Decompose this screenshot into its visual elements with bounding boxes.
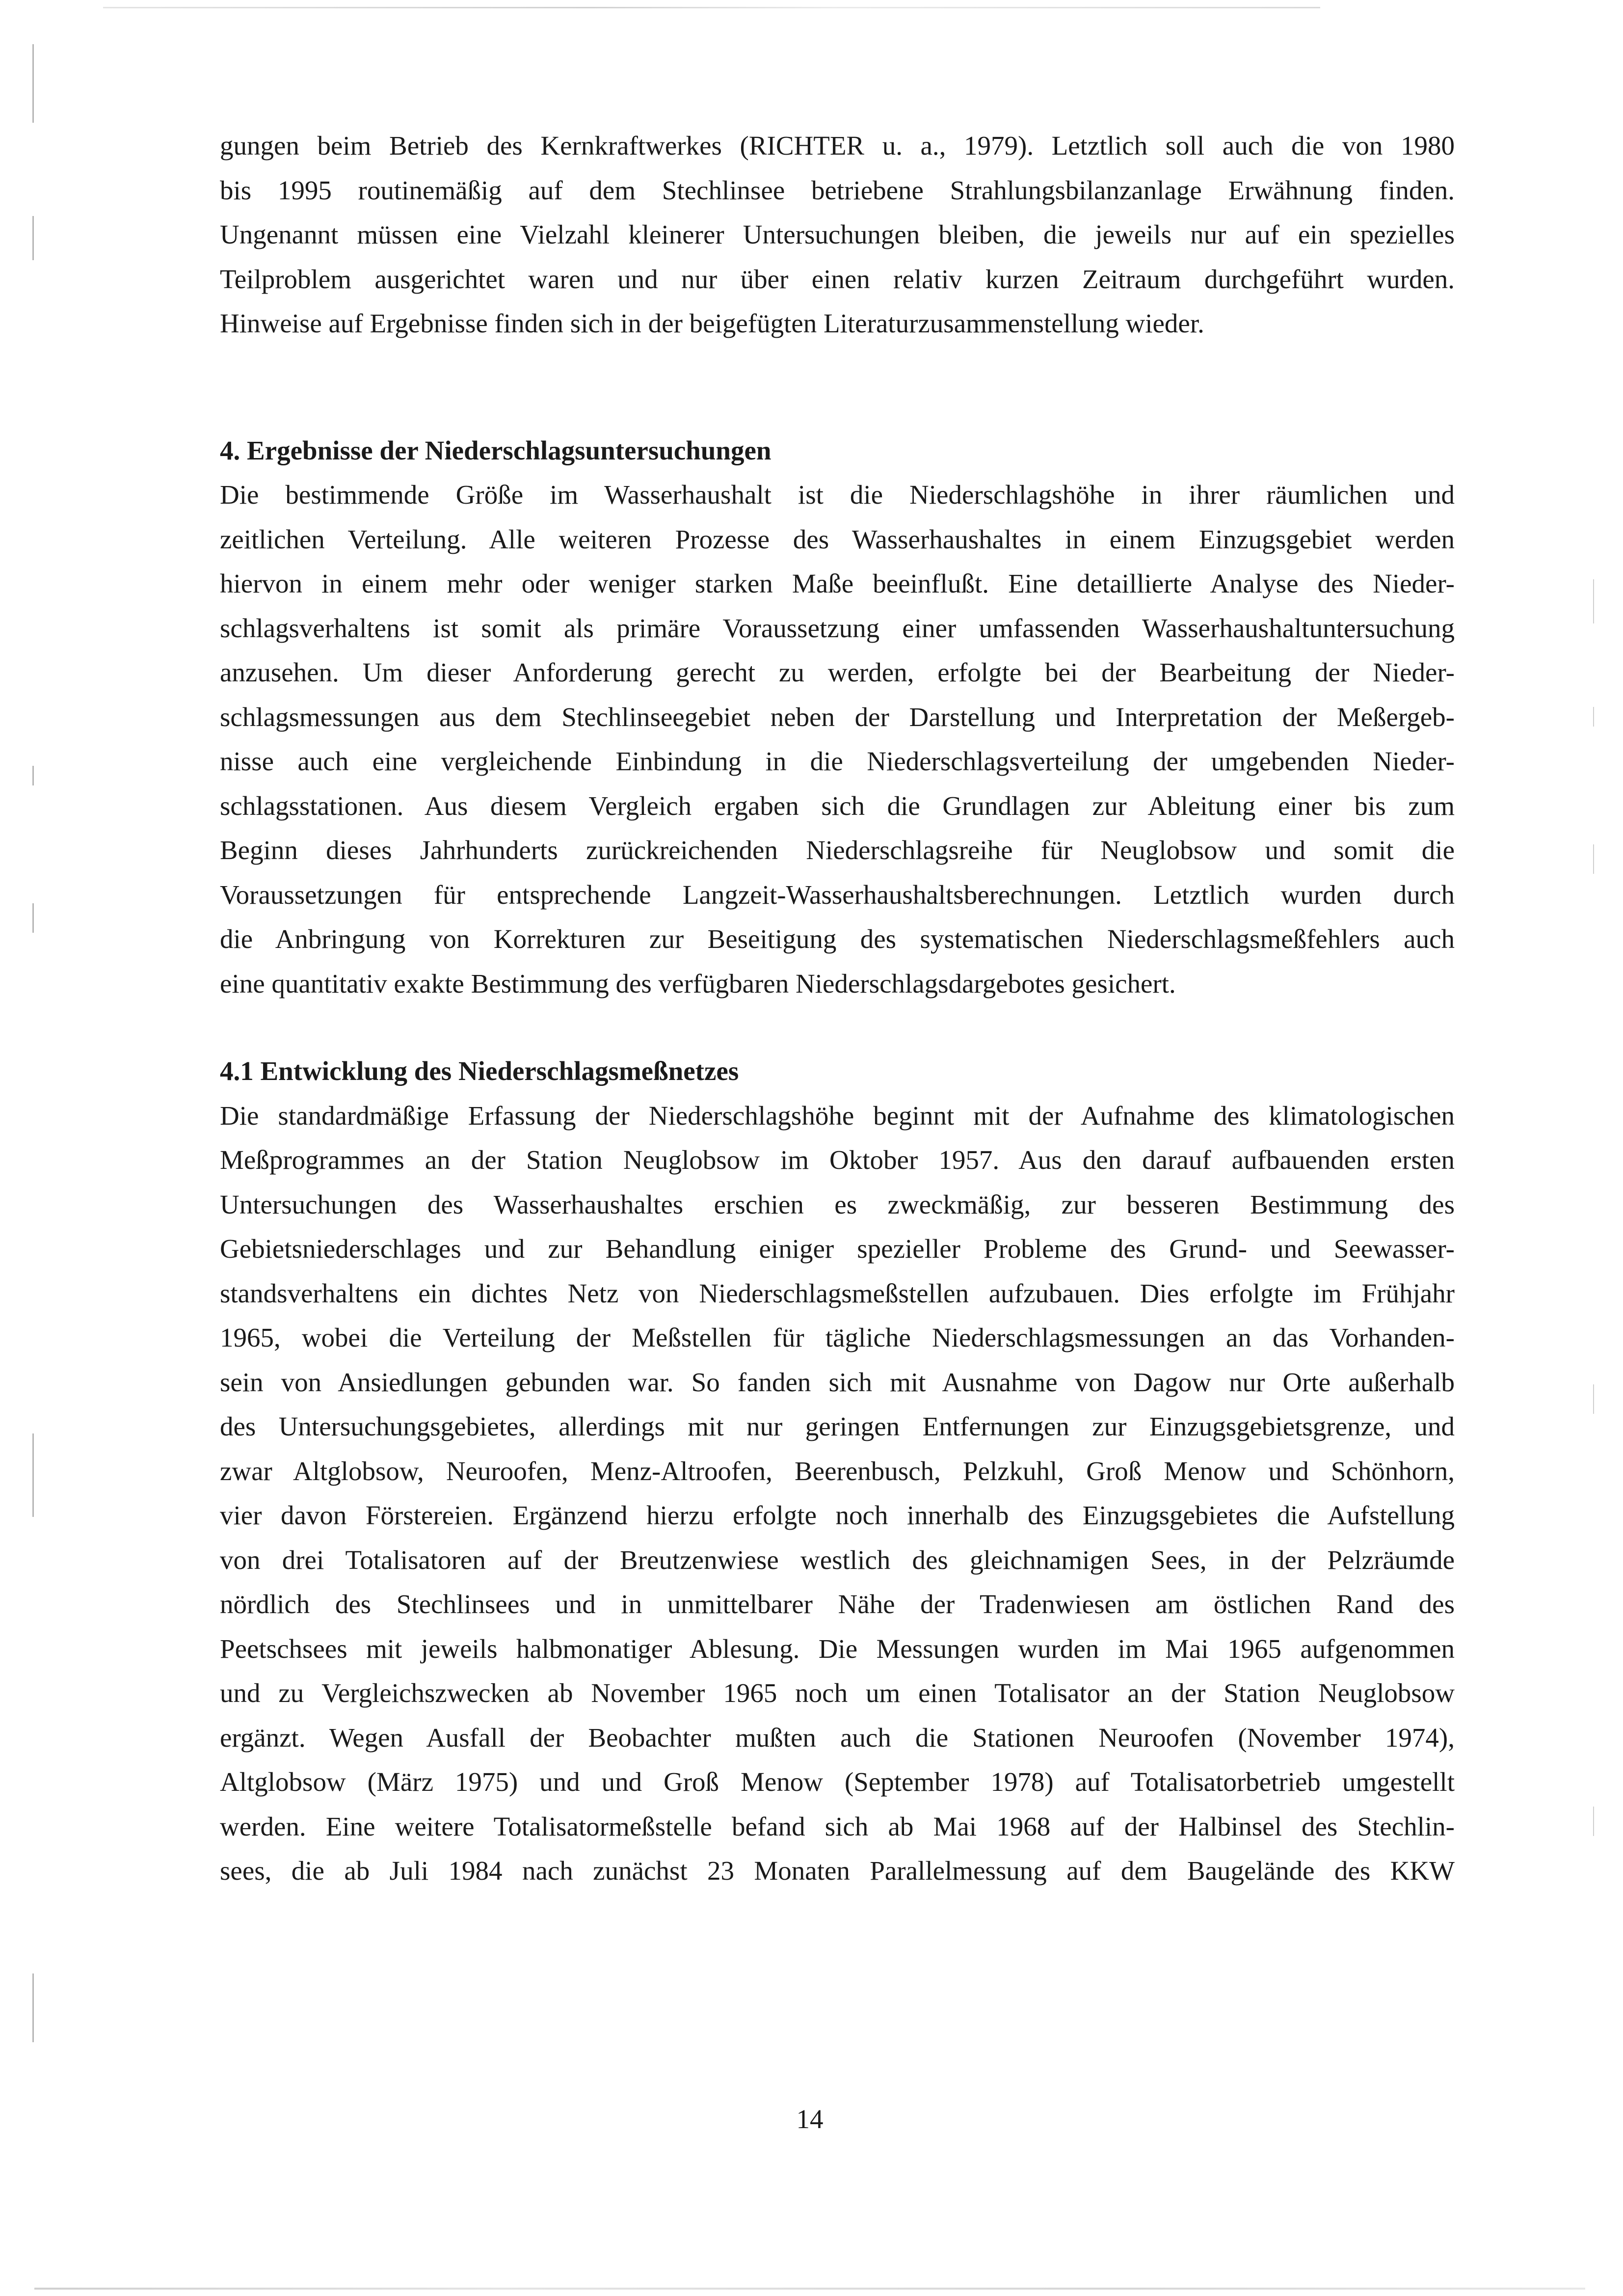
scan-artifact-left [32, 903, 34, 933]
text-line: Teilproblem ausgerichtet waren und nur über einen relativ kurzen Zeitraum durchgeführt wurden. [220, 264, 1455, 294]
text-line: Voraussetzungen für entsprechende Langzeit-Wasserhaushaltsberechnungen. Letztlich wurden durch [220, 879, 1455, 910]
section-heading: 4.1 Entwicklung des Niederschlagsmeßnetzes [220, 1056, 739, 1086]
text-line: die Anbringung von Korrekturen zur Beseitigung des systematischen Niederschlagsmeßfehlers auch [220, 924, 1455, 954]
text-line: Untersuchungen des Wasserhaushaltes erschien es zweckmäßig, zur besseren Bestimmung des [220, 1189, 1455, 1219]
text-line: schlagsstationen. Aus diesem Vergleich ergaben sich die Grundlagen zur Ableitung einer bis zum [220, 790, 1455, 821]
scan-artifact-left [32, 44, 34, 123]
scan-artifact-left [32, 216, 34, 260]
scan-artifact-left [32, 766, 34, 785]
scan-artifact-bottom [34, 2288, 1585, 2290]
section-4-1 [220, 1049, 1455, 1893]
text-line: 1965, wobei die Verteilung der Meßstellen für tägliche Niederschlagsmessungen an das Vorhanden- [220, 1323, 1455, 1352]
text-line: Peetschsees mit jeweils halbmonatiger Ablesung. Die Messungen wurden im Mai 1965 aufgenommen [220, 1633, 1455, 1664]
text-line: Beginn dieses Jahrhunderts zurückreichenden Niederschlagsreihe für Neuglobsow und somit die [220, 835, 1455, 865]
scan-artifact-left [32, 1433, 34, 1517]
text-line: von drei Totalisatoren auf der Breutzenwiese westlich des gleichnamigen Sees, in der Pelzräumde [220, 1544, 1455, 1575]
text-line: anzusehen. Um dieser Anforderung gerecht zu werden, erfolgte bei der Bearbeitung der Nieder- [220, 657, 1455, 687]
text-line: und zu Vergleichszwecken ab November 1965 noch um einen Totalisator an der Station Neuglobsow [220, 1678, 1455, 1708]
text-line: Ungenannt müssen eine Vielzahl kleinerer Untersuchungen bleiben, die jeweils nur auf ein spezielles [220, 219, 1455, 249]
scan-artifact-right [1593, 579, 1594, 623]
text-line: eine quantitativ exakte Bestimmung des verfügbaren Niederschlagsdargebotes gesichert. [220, 968, 1176, 999]
scan-artifact-left [32, 1973, 34, 2042]
section-heading: 4. Ergebnisse der Niederschlagsuntersuchungen [220, 435, 772, 465]
scan-artifact-right [1593, 844, 1594, 874]
page-number: 14 [796, 2104, 824, 2134]
text-line: sein von Ansiedlungen gebunden war. So fanden sich mit Ausnahme von Dagow nur Orte außerhalb [220, 1367, 1455, 1397]
text-line: Hinweise auf Ergebnisse finden sich in der beigefügten Literaturzusammenstellung wieder. [220, 308, 1204, 338]
text-line: werden. Eine weitere Totalisatormeßstelle befand sich ab Mai 1968 auf der Halbinsel des Stechlin- [220, 1811, 1455, 1841]
text-line: Altglobsow (März 1975) und und Groß Menow (September 1978) auf Totalisatorbetrieb umgestellt [220, 1767, 1455, 1797]
text-line: gungen beim Betrieb des Kernkraftwerkes (RICHTER u. a., 1979). Letztlich soll auch die von 1980 [220, 131, 1455, 161]
text-line: Die standardmäßige Erfassung der Niederschlagshöhe beginnt mit der Aufnahme des klimatologischen [220, 1100, 1455, 1131]
text-line: schlagsmessungen aus dem Stechlinseegebiet neben der Darstellung und Interpretation der Meßergeb- [220, 702, 1455, 732]
text-line: Gebietsniederschlages und zur Behandlung einiger spezieller Probleme des Grund- und Seewasser- [220, 1234, 1455, 1264]
scan-artifact-right [1593, 1384, 1594, 1414]
intro-paragraph [220, 124, 1455, 346]
text-line: zeitlichen Verteilung. Alle weiteren Prozesse des Wasserhaushaltes in einem Einzugsgebiet werden [220, 524, 1455, 554]
text-line: zwar Altglobsow, Neuroofen, Menz-Altroofen, Beerenbusch, Pelzkuhl, Groß Menow und Schönhorn, [220, 1456, 1455, 1486]
text-line: nisse auch eine vergleichende Einbindung in die Niederschlagsverteilung der umgebenden Nieder- [220, 746, 1455, 776]
text-line: Meßprogrammes an der Station Neuglobsow im Oktober 1957. Aus den darauf aufbauenden ersten [220, 1145, 1455, 1175]
text-line: hiervon in einem mehr oder weniger starken Maße beeinflußt. Eine detaillierte Analyse des Nieder- [220, 568, 1455, 598]
text-line: des Untersuchungsgebietes, allerdings mit nur geringen Entfernungen zur Einzugsgebietsgrenze, und [220, 1411, 1455, 1441]
text-line: standsverhaltens ein dichtes Netz von Niederschlagsmeßstellen aufzubauen. Dies erfolgte im Frühjahr [220, 1278, 1455, 1308]
body-text [220, 124, 1455, 1893]
text-line: nördlich des Stechlinsees und in unmittelbarer Nähe der Tradenwiesen am östlichen Rand des [220, 1589, 1455, 1619]
text-line: Die bestimmende Größe im Wasserhaushalt ist die Niederschlagshöhe in ihrer räumlichen und [220, 480, 1455, 510]
scan-artifact-right [1593, 1807, 1594, 1836]
text-line: sees, die ab Juli 1984 nach zunächst 23 Monaten Parallelmessung auf dem Baugelände des KKW [220, 1856, 1455, 1886]
text-line: ergänzt. Wegen Ausfall der Beobachter mußten auch die Stationen Neuroofen (November 1974), [220, 1722, 1455, 1753]
scan-artifact-right [1593, 707, 1594, 727]
text-line: vier davon Förstereien. Ergänzend hierzu erfolgte noch innerhalb des Einzugsgebietes die Aufstellung [220, 1500, 1455, 1530]
scan-artifact-top [103, 7, 1320, 8]
text-line: bis 1995 routinemäßig auf dem Stechlinsee betriebene Strahlungsbilanzanlage Erwähnung finden. [220, 175, 1455, 205]
text-line: schlagsverhaltens ist somit als primäre Voraussetzung einer umfassenden Wasserhaushaltuntersuchung [220, 613, 1455, 643]
section-4 [220, 429, 1455, 1006]
